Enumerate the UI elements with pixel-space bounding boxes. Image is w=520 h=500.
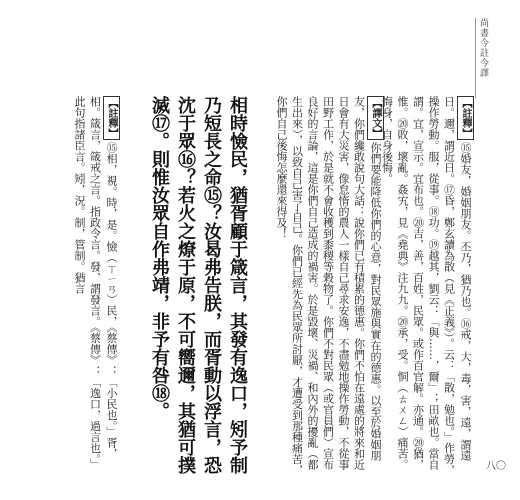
main-text-column (132, 96, 250, 476)
running-header-title: 尚書今註今譯 (478, 18, 488, 78)
translation-column (262, 96, 384, 476)
header-rule (475, 18, 476, 98)
notes-column-2 (60, 96, 120, 476)
page-number: 八〇 (486, 461, 506, 472)
translation-tag: 【譯文】 (367, 96, 385, 140)
notes-tag-2: 【註釋】 (103, 96, 121, 140)
translation-text: 你們要能降低你們的心意，對民眾施與實在的德惠。以至於婚姻朋友，你們纔敢說句大話：說你們已有積累的德惠。你們不怕在遠處的將來和近日會有大災害，像怠惰的農人一樣自己尋求安逸，不盡勉地操作勞動，不從事田野工作，於是就不會收穫到黍稷等穀物了。你們不對民眾（或官員們）宣布良好的言論，這是你們自己造成的禍害。於是毀壞、災禍、和內外的擾亂（都生出來），以致自己害了自己。你們已經先為民眾所討厭，才遭受到那種痛苦，你們自己後悔怎麼還來得及！ (275, 96, 382, 476)
notes-tag: 【註釋】 (457, 96, 475, 140)
notes-column-1 (380, 96, 474, 476)
main-text: 相時憸民，猶胥顧于箴言，其發有逸口，矧予制乃短長之命⑮？汝曷弗告朕，而胥動以浮言，恐沈于眾⑯？若火之燎于原，不可嚮邇，其猶可撲滅⑰。則惟汝眾自作弗靖，非予有咎⑱。 (149, 96, 248, 474)
notes-text-2: ⑮相，視。時，是。憸（ㄒㄧㄢ）民，《蔡傳》：「小民也。」胥，相。箴言，箴戒之言。指政令言。發，謂發言。《蔡傳》：「逸口，過言也。」此句指諸臣言。矧，況。制，管制。猶言 (73, 96, 118, 470)
notes-text: ⑮婚友，婚姻朋友。丕乃，猶乃也。⑯戒，大，毒，害，遠，謂遠日。邇，謂近日。⑰昏，鄭玄讀為散（見《正義》）。云：「散，勉也。」作勞，操作勞動。服，從事。⑱功。⑲越其，劉云：「與……，爾」；田畝也。當自謂。宜，宣示。宜布也。⑳吉，善，百姓，民眾。或作百官解。亦通。⑳猶，惟。⑳敗，壞亂。姦宄，見《堯典》注九九。⑳承，受。恫（ㄊㄨㄥ）痛苦。悔身，自身後悔。 (380, 96, 472, 476)
